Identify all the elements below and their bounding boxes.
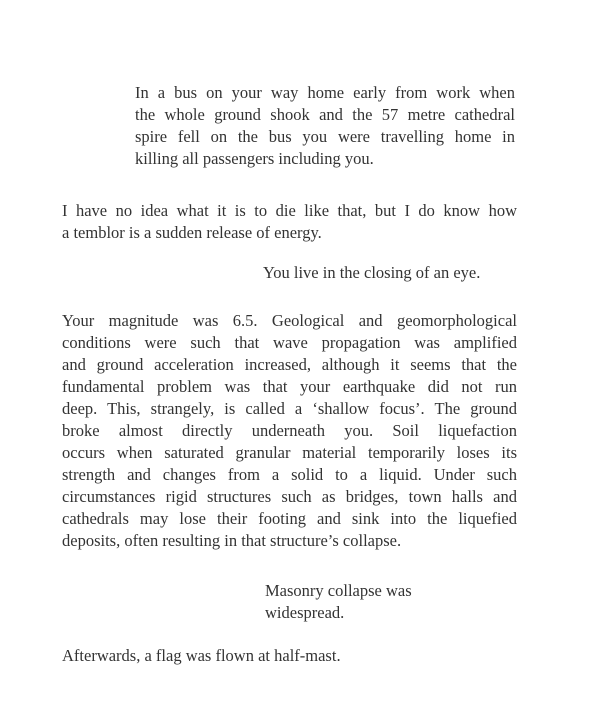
poem-line: strength and changes from a solid to a liquid. Under such — [62, 465, 517, 484]
poem-line: Masonry collapse was — [265, 581, 412, 600]
poem-line: conditions were such that wave propagation was amplified — [62, 333, 517, 352]
poem-line: the whole ground shook and the 57 metre cathedral — [135, 105, 515, 124]
stanza-bus — [135, 82, 515, 170]
poem-line: cathedrals may lose their footing and sink into the liquefied — [62, 509, 517, 528]
poem-line: In a bus on your way home early from work when — [135, 83, 515, 102]
poem-line: killing all passengers including you. — [135, 149, 374, 168]
poem-line: spire fell on the bus you were travelling home in — [135, 127, 515, 146]
poem-line: broke almost directly underneath you. Soil liquefaction — [62, 421, 517, 440]
poem-line: widespread. — [265, 603, 345, 622]
poem-line: I have no idea what it is to die like that, but I do know how — [62, 201, 517, 220]
poem-line: occurs when saturated granular material temporarily loses its — [62, 443, 517, 462]
poem-line: deposits, often resulting in that structure’s collapse. — [62, 531, 402, 550]
stanza-afterwards — [62, 645, 604, 667]
poem-line: deep. This, strangely, is called a ‘shallow focus’. The ground — [62, 399, 517, 418]
poem-line: and ground acceleration increased, although it seems that the — [62, 355, 517, 374]
poem-line: fundamental problem was that your earthquake did not run — [62, 377, 517, 396]
poem-line: Your magnitude was 6.5. Geological and geomorphological — [62, 311, 517, 330]
poem-line: You live in the closing of an eye. — [263, 263, 481, 282]
poem-line: a temblor is a sudden release of energy. — [62, 223, 322, 242]
stanza-temblor — [62, 200, 517, 244]
stanza-closing-eye — [263, 262, 604, 284]
stanza-masonry — [265, 580, 604, 624]
poem-line: circumstances rigid structures such as bridges, town halls and — [62, 487, 517, 506]
stanza-magnitude — [62, 310, 517, 552]
poem-line: Afterwards, a flag was flown at half-mast. — [62, 646, 341, 665]
